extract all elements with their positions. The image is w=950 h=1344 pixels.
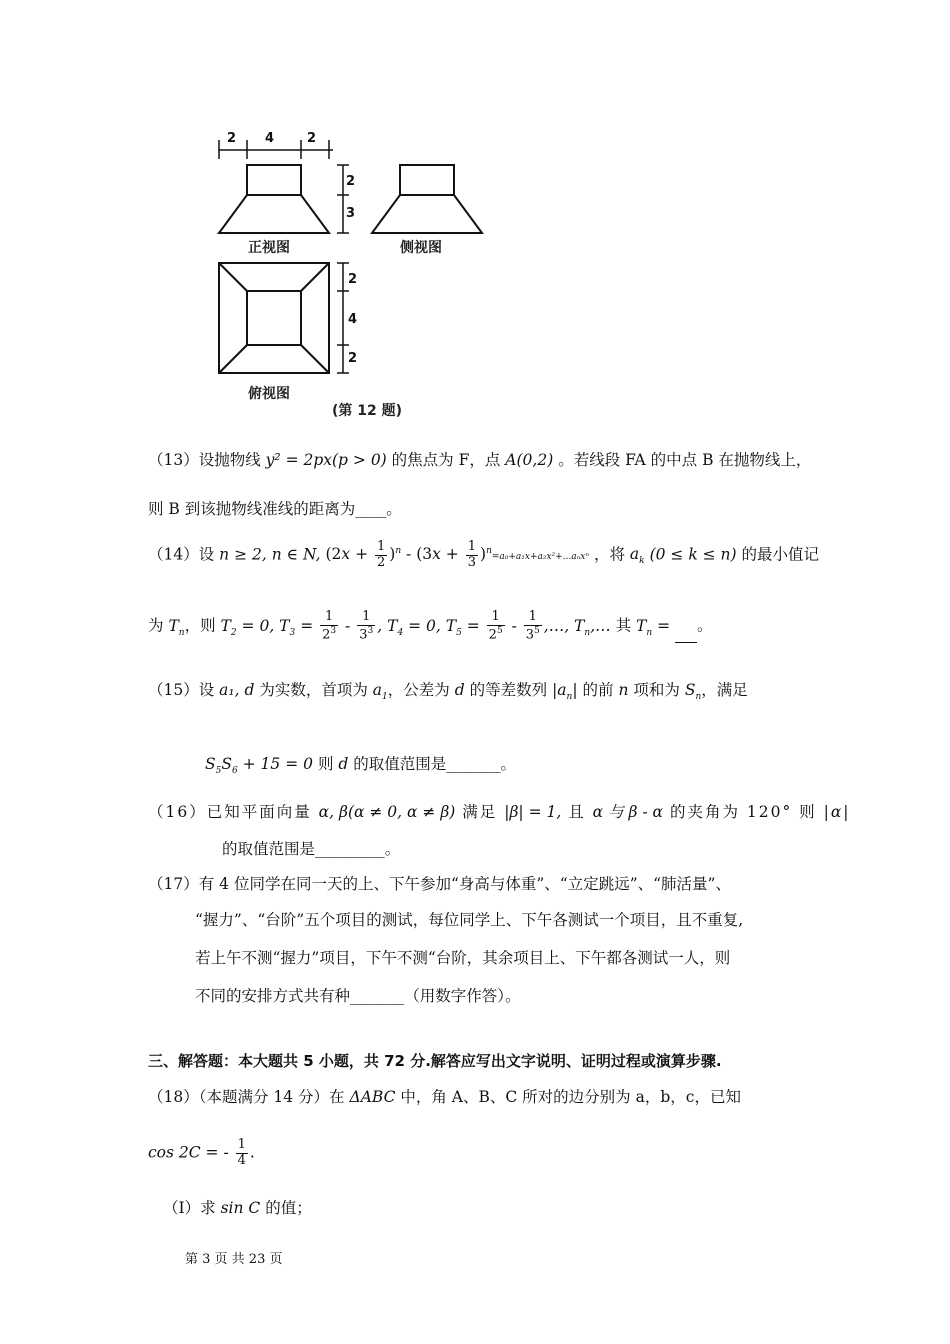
q14-answer-blank[interactable] [675, 628, 697, 643]
q14-mid: ，将 [593, 545, 625, 564]
q18-part1-end: 的值； [265, 1199, 312, 1217]
q15-a1: $a_1$ [372, 681, 388, 703]
q18-line1 [148, 1085, 741, 1107]
figure-caption: (第 12 题) [332, 403, 403, 419]
figure-mask [400, 160, 460, 200]
q15-end: 的取值范围是_______。 [353, 755, 517, 773]
q14-expression: (2x + $\frac{1}{2}$ )$^n$ - (3x + $\frac{1}{3}$ )$^n$=a₀+a₁x+a₂x²+...aₙxⁿ [325, 539, 590, 570]
q15-Sn: $S_n$ [684, 681, 702, 703]
q13-text-b: 的焦点为 F，点 [391, 451, 501, 469]
dim-top-right: 2 [307, 131, 317, 146]
q15-vars: a₁, d [219, 681, 255, 699]
q15-text-d: 的等差数列 [469, 681, 548, 699]
q14-condition: n ≥ 2, n ∈ N, [219, 545, 321, 564]
q17-line2: “握力”、“台阶”五个项目的测试，每位同学上、下午各测试一个项目，且不重复, [195, 911, 744, 929]
q16-text-b: 满足 [462, 803, 498, 821]
q16-line2: 的取值范围是_________。 [222, 840, 401, 858]
q18-cos-line: cos 2C = - $\frac{1}{4}$ . [148, 1137, 255, 1168]
q17-line3: 若上午不测“握力”项目，下午不测“台阶，其余项目上、下午都各测试一人，则 [195, 949, 731, 967]
q15-text-f: 项和为 [633, 681, 680, 699]
q16-text-d: 的夹角为 120° 则 [669, 803, 817, 821]
q14-suffix: 的最小值记 [741, 545, 820, 564]
dim-front-upper: 2 [346, 174, 356, 189]
q14-answer-expr: $T_n$ = [636, 616, 676, 638]
q14-prefix: （14）设 [148, 545, 215, 564]
dim-front-lower: 3 [346, 206, 356, 221]
q16-alpha-norm: |α| [823, 803, 851, 821]
side-view-label: 侧视图 [400, 240, 442, 256]
q18-part1-prefix: （I）求 [163, 1199, 216, 1217]
q13-line2: 则 B 到该抛物线准线的距离为____。 [148, 500, 402, 518]
q18-triangle: ΔABC [349, 1088, 396, 1106]
dim-topview-lower: 2 [348, 351, 358, 366]
q13-line1 [148, 448, 811, 470]
front-view-label: 正视图 [248, 240, 290, 256]
q18-fraction: $\frac{1}{4}$ [237, 1137, 246, 1168]
q14-range: (0 ≤ k ≤ n) [649, 545, 737, 564]
q14-line1 [148, 540, 819, 571]
q15-prefix: （15）设 [148, 681, 215, 699]
q14-Tn: $T_n$ [168, 616, 185, 638]
q17-line4: 不同的安排方式共有种_______（用数字作答）。 [195, 987, 521, 1005]
q15-d: d [454, 681, 465, 699]
dim-topview-upper: 2 [348, 272, 358, 287]
q16-prefix: （16）已知平面向量 [148, 803, 312, 821]
dim-topview-mid: 4 [348, 312, 358, 327]
q14-then: ，则 [184, 616, 216, 635]
q18-part1 [163, 1196, 312, 1218]
q13-text-c: 。若线段 FA 的中点 B 在抛物线上， [558, 451, 812, 469]
q16-condition: α, β(α ≠ 0, α ≠ β) [318, 803, 456, 821]
q15-an: $|a_n|$ [552, 681, 578, 703]
top-view-label: 俯视图 [248, 386, 290, 402]
side-view-trapezoid [373, 319, 483, 369]
q15-condition: $S_5S_6 + 15 = 0$ [205, 755, 313, 777]
q14-line2 [148, 610, 713, 643]
q18-cos-lhs: cos 2C = - [148, 1143, 229, 1162]
q14-end: 。 [697, 616, 713, 635]
q14-ak: $a_k$ [629, 545, 645, 567]
q13-equation: y² = 2px(p > 0) [265, 451, 387, 469]
q15-text-c: ，公差为 [387, 681, 450, 699]
dim-top-mid: 4 [265, 131, 275, 146]
q15-text-e: 的前 [582, 681, 614, 699]
q14-tail: 其 [615, 616, 632, 635]
dim-top-left: 2 [227, 131, 237, 146]
q13-point: A(0,2) [505, 451, 554, 469]
q16-line1 [148, 800, 851, 822]
q14-line2-prefix: 为 [148, 616, 164, 635]
q15-line1 [148, 678, 748, 702]
q13-text-a: （13）设抛物线 [148, 451, 261, 469]
q17-line1: （17）有 4 位同学在同一天的上、下午参加“身高与体重”、“立定跳远”、“肺活量”、 [148, 875, 731, 893]
q16-text-c: 且 [568, 803, 586, 821]
q15-d2: d [338, 755, 349, 773]
q18-text-b: 中，角 A、B、C 所对的边分别为 a，b，c，已知 [400, 1088, 741, 1106]
q16-vectors: α 与 β - α [592, 803, 664, 821]
q15-text-b: 为实数，首项为 [259, 681, 368, 699]
q18-prefix: （18）（本题满分 14 分）在 [148, 1088, 345, 1106]
q15-then: 则 [317, 755, 334, 773]
q15-text-g: ，满足 [701, 681, 748, 699]
q14-sequence: $T_2 = 0$, $T_3$ = $\frac{1}{2^3}$ - $\frac{1}{3^3}$ , $T_4 = 0$, $T_5$ = $\frac{1}{2^5}$ - $\frac{1}{3^5}$ ,…, $T_n,\dots$ [220, 609, 611, 643]
q16-beta-norm: |β| = 1, [504, 803, 562, 821]
q15-n: n [618, 681, 629, 699]
page-footer: 第 3 页 共 23 页 [185, 1252, 283, 1267]
q18-sinC: sin C [220, 1199, 261, 1217]
section3-heading: 三、解答题：本大题共 5 小题，共 72 分.解答应写出文字说明、证明过程或演算步骤. [148, 1052, 722, 1070]
q15-line2 [205, 752, 516, 776]
